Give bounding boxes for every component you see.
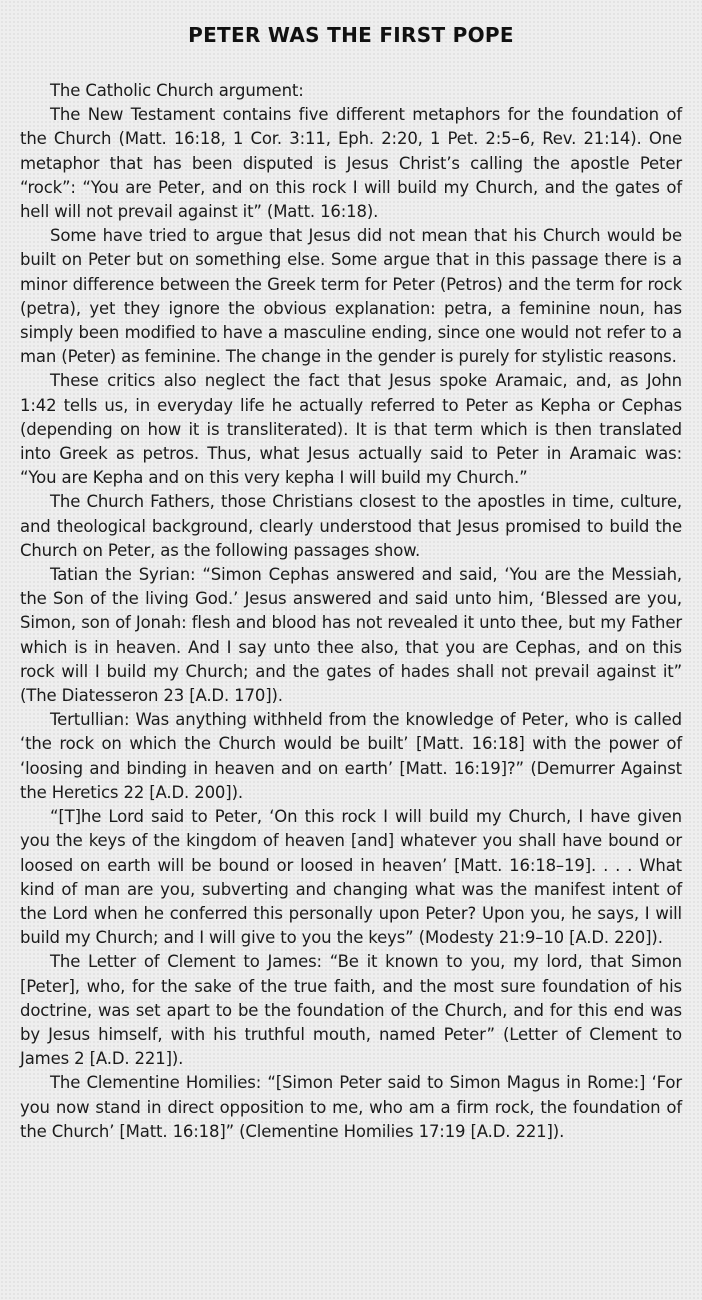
page-title: PETER WAS THE FIRST POPE	[188, 23, 514, 47]
paragraph-new-testament-metaphors: The New Testament contains five different metaphors for the foundation of the Church (Matt. 16:18, 1 Cor. 3:11, Eph. 2:20, 1 Pet. 2:5–6, Rev. 21:14). One metaphor that has been disputed is Jesus Christ’s calling the apostle Peter “rock”: “You are Peter, and on this rock I will build my Church, and the gates of hell will not prevail against it” (Matt. 16:18).	[20, 105, 682, 222]
paragraph-aramaic-kepha: These critics also neglect the fact that Jesus spoke Aramaic, and, as John 1:42 tells us, in everyday life he actually referred to Peter as Kepha or Cephas (depending on how it is transliterated). It is that term which is then translated into Greek as petros. Thus, what Jesus actually said to Peter in Aramaic was: “You are Kepha and on this very kepha I will build my Church.”	[20, 371, 682, 488]
paragraph-letter-of-clement: The Letter of Clement to James: “Be it known to you, my lord, that Simon [Peter], who, for the sake of the true faith, and the most sure foundation of his doctrine, was set apart to be the foundation of the Church, and for this end was by Jesus himself, with his truthful mouth, named Peter” (Letter of Clement to James 2 [A.D. 221]).	[20, 952, 682, 1069]
paragraph-church-fathers: The Church Fathers, those Christians closest to the apostles in time, culture, and theological background, clearly understood that Jesus promised to build the Church on Peter, as the following passages show.	[20, 492, 682, 560]
paragraph-tatian-the-syrian: Tatian the Syrian: “Simon Cephas answered and said, ‘You are the Messiah, the Son of the living God.’ Jesus answered and said unto him, ‘Blessed are you, Simon, son of Jonah: flesh and blood has not revealed it unto thee, but my Father which is in heaven. And I say unto thee also, that you are Cephas, and on this rock will I build my Church; and the gates of hades shall not prevail against it” (The Diatesseron 23 [A.D. 170]).	[20, 565, 682, 706]
article-body	[20, 79, 682, 1144]
paragraph-catholic-argument: The Catholic Church argument:	[50, 81, 304, 100]
paragraph-clementine-homilies: The Clementine Homilies: “[Simon Peter said to Simon Magus in Rome:] ‘For you now stand in direct opposition to me, who am a firm rock, the foundation of the Church’ [Matt. 16:18]” (Clementine Homilies 17:19 [A.D. 221]).	[20, 1073, 682, 1141]
paragraph-petros-petra: Some have tried to argue that Jesus did not mean that his Church would be built on Peter but on something else. Some argue that in this passage there is a minor difference between the Greek term for Peter (Petros) and the term for rock (petra), yet they ignore the obvious explanation: petra, a feminine noun, has simply been modified to have a masculine ending, since one would not refer to a man (Peter) as feminine. The change in the gender is purely for stylistic reasons.	[20, 226, 682, 367]
paragraph-tertullian: Tertullian: Was anything withheld from the knowledge of Peter, who is called ‘the rock on which the Church would be built’ [Matt. 16:18] with the power of ‘loosing and binding in heaven and on earth’ [Matt. 16:19]?” (Demurrer Against the Heretics 22 [A.D. 200]).	[20, 710, 682, 802]
paragraph-modesty-quote: “[T]he Lord said to Peter, ‘On this rock I will build my Church, I have given you the keys of the kingdom of heaven [and] whatever you shall have bound or loosed on earth will be bound or loosed in heaven’ [Matt. 16:18–19]. . . . What kind of man are you, subverting and changing what was the manifest intent of the Lord when he conferred this personally upon Peter? Upon you, he says, I will build my Church; and I will give to you the keys” (Modesty 21:9–10 [A.D. 220]).	[20, 807, 682, 948]
